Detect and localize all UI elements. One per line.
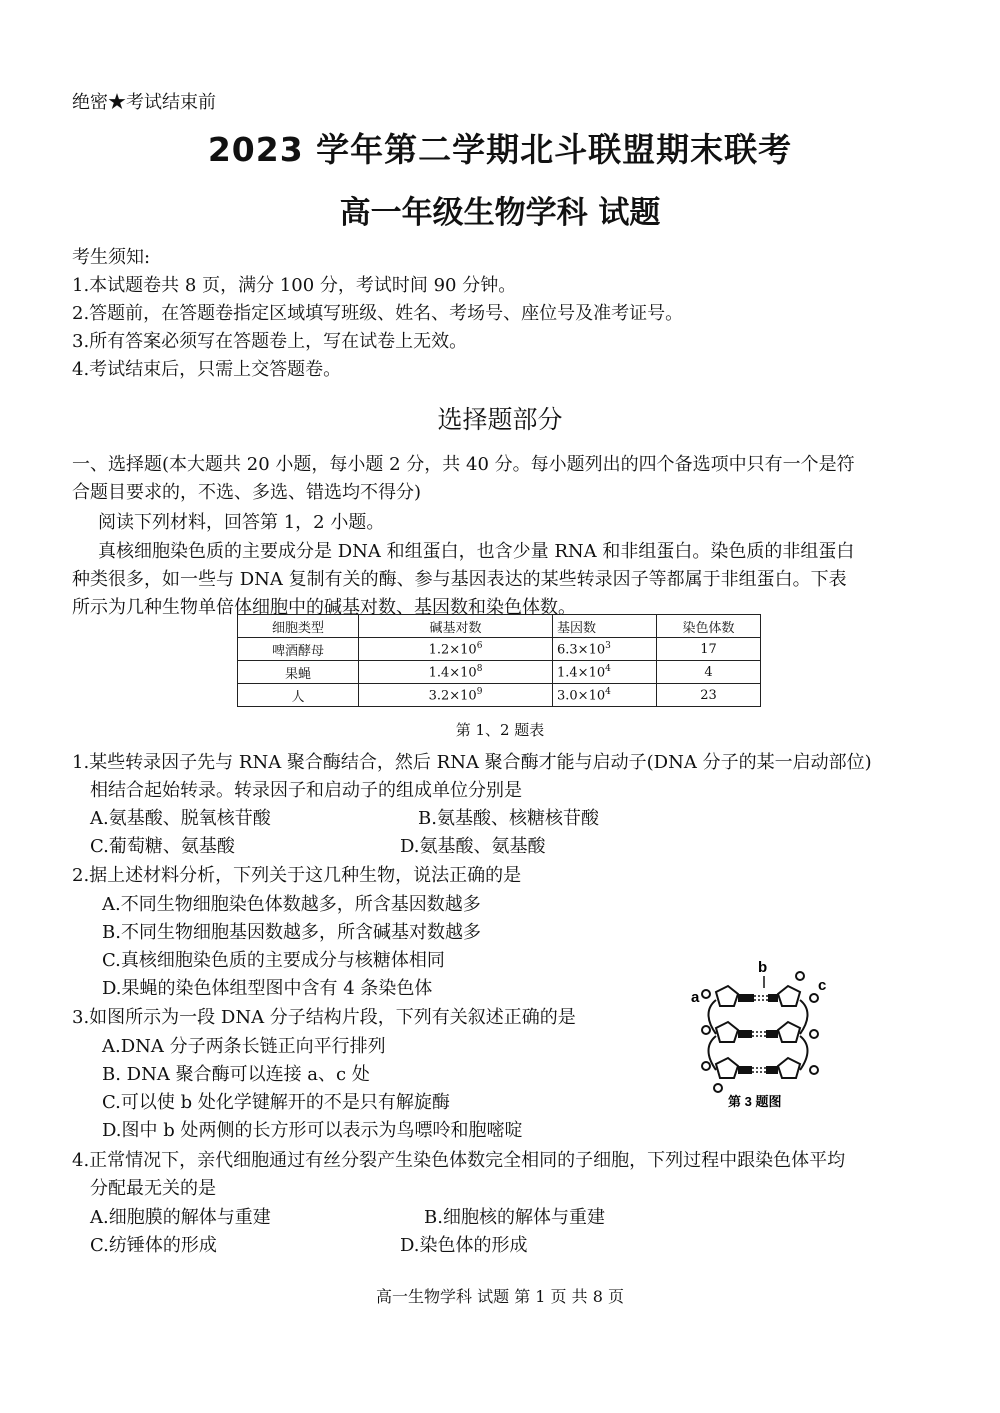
q4-option-a: A.细胞膜的解体与重建 xyxy=(90,1207,271,1228)
value-base: 3.2×10 xyxy=(428,688,477,704)
reading-instruction: 阅读下列材料，回答第 1，2 小题。 xyxy=(98,512,385,533)
q3-option-b: B. DNA 聚合酶可以连接 a、c 处 xyxy=(102,1064,370,1085)
backbone-bond xyxy=(800,1000,808,1034)
notice-item-1: 1.本试题卷共 8 页，满分 100 分，考试时间 90 分钟。 xyxy=(72,275,517,296)
q2-option-b: B.不同生物细胞基因数越多，所含碱基对数越多 xyxy=(102,922,481,943)
section-title: 选择题部分 xyxy=(437,405,563,434)
value-exponent: 9 xyxy=(476,686,483,697)
deoxyribose-pentagon xyxy=(716,1058,738,1078)
value-exponent: 6 xyxy=(476,640,483,651)
right-strand xyxy=(778,972,818,1078)
exam-subtitle: 高一年级生物学科 试题 xyxy=(339,195,661,231)
table-cell xyxy=(359,638,553,661)
base-rect xyxy=(738,1030,752,1038)
exam-title: 2023 学年第二学期北斗联盟期末联考 xyxy=(207,130,793,169)
value-base: 3.0×10 xyxy=(557,688,606,704)
phosphate-circle xyxy=(796,972,804,980)
q2-option-a: A.不同生物细胞染色体数越多，所含基因数越多 xyxy=(102,894,481,915)
q1-option-b: B.氨基酸、核糖核苷酸 xyxy=(418,808,599,829)
table-cell: 23 xyxy=(657,684,761,707)
phosphate-circle xyxy=(702,1026,710,1034)
base-rect xyxy=(768,994,778,1002)
q1-stem-line1: 1.某些转录因子先与 RNA 聚合酶结合，然后 RNA 聚合酶才能与启动子(DNA 分子的某一启动部位) xyxy=(72,752,872,773)
table-header: 染色体数 xyxy=(657,615,761,638)
base-rect xyxy=(766,1066,778,1074)
base-pairs xyxy=(738,994,778,1074)
value-base: 1.2×10 xyxy=(428,642,477,658)
q4-option-d: D.染色体的形成 xyxy=(400,1235,528,1256)
q4-option-c: C.纺锤体的形成 xyxy=(90,1235,217,1256)
table-cell xyxy=(359,661,553,684)
table-row xyxy=(238,638,761,661)
passage-line3: 所示为几种生物单倍体细胞中的碱基对数、基因数和染色体数。 xyxy=(72,597,576,618)
table-cell: 17 xyxy=(657,638,761,661)
table-header-row xyxy=(238,615,761,638)
hydrogen-bonds xyxy=(752,996,768,1072)
q3-option-d: D.图中 b 处两侧的长方形可以表示为鸟嘌呤和胞嘧啶 xyxy=(102,1120,523,1141)
base-rect xyxy=(766,1030,778,1038)
table-cell: 啤酒酵母 xyxy=(238,638,359,661)
q2-stem: 2.据上述材料分析，下列关于这几种生物，说法正确的是 xyxy=(72,865,522,886)
q2-option-d: D.果蝇的染色体组型图中含有 4 条染色体 xyxy=(102,978,433,999)
deoxyribose-pentagon xyxy=(778,1058,800,1078)
q3-option-c: C.可以使 b 处化学键解开的不是只有解旋酶 xyxy=(102,1092,450,1113)
table-cell xyxy=(553,661,657,684)
part1-intro-line1: 一、选择题(本大题共 20 小题，每小题 2 分，共 40 分。每小题列出的四个备选项中只有一个是符 xyxy=(72,454,855,475)
phosphate-circle xyxy=(810,1030,818,1038)
figure-caption: 第 3 题图 xyxy=(728,1094,782,1109)
passage-line1: 真核细胞染色质的主要成分是 DNA 和组蛋白，也含少量 RNA 和非组蛋白。染色质的非组蛋白 xyxy=(98,541,855,562)
data-table xyxy=(237,614,761,707)
left-strand xyxy=(702,986,738,1092)
q2-option-c: C.真核细胞染色质的主要成分与核糖体相同 xyxy=(102,950,445,971)
confidential-mark: 绝密★考试结束前 xyxy=(72,92,216,113)
phosphate-circle xyxy=(702,1062,710,1070)
table-cell xyxy=(553,684,657,707)
table-row xyxy=(238,684,761,707)
table-row xyxy=(238,661,761,684)
backbone-bond xyxy=(800,1036,808,1070)
table-cell xyxy=(359,684,553,707)
q1-option-d: D.氨基酸、氨基酸 xyxy=(400,836,546,857)
passage-line2: 种类很多，如一些与 DNA 复制有关的酶、参与基因表达的某些转录因子等都属于非组蛋白。下表 xyxy=(72,569,847,590)
q1-stem-line2: 相结合起始转录。转录因子和启动子的组成单位分别是 xyxy=(90,780,522,801)
table-header: 碱基对数 xyxy=(359,615,553,638)
figure-label-a: a xyxy=(691,989,700,1006)
q1-option-c: C.葡萄糖、氨基酸 xyxy=(90,836,235,857)
table-caption: 第 1、2 题表 xyxy=(455,721,545,739)
figure-label-c: c xyxy=(818,977,827,994)
table-cell: 4 xyxy=(657,661,761,684)
value-exponent: 4 xyxy=(605,686,611,697)
value-exponent: 4 xyxy=(605,663,611,674)
table-cell: 果蝇 xyxy=(238,661,359,684)
table-header: 基因数 xyxy=(553,615,657,638)
notice-heading: 考生须知: xyxy=(72,247,151,268)
phosphate-circle xyxy=(810,994,818,1002)
notice-item-4: 4.考试结束后，只需上交答题卷。 xyxy=(72,359,342,380)
deoxyribose-pentagon xyxy=(778,986,800,1006)
q4-stem-line1: 4.正常情况下，亲代细胞通过有丝分裂产生染色体数完全相同的子细胞，下列过程中跟染色体平均 xyxy=(72,1150,846,1171)
base-rect xyxy=(738,994,754,1002)
deoxyribose-pentagon xyxy=(778,1022,800,1042)
part1-intro-line2: 合题目要求的，不选、多选、错选均不得分) xyxy=(72,482,422,503)
value-base: 6.3×10 xyxy=(557,642,606,658)
q3-stem: 3.如图所示为一段 DNA 分子结构片段，下列有关叙述正确的是 xyxy=(72,1007,576,1028)
value-exponent: 3 xyxy=(605,640,611,651)
value-base: 1.4×10 xyxy=(428,665,477,681)
table-cell xyxy=(553,638,657,661)
q3-option-a: A.DNA 分子两条长链正向平行排列 xyxy=(102,1036,386,1057)
deoxyribose-pentagon xyxy=(716,986,738,1006)
page-footer: 高一生物学科 试题 第 1 页 共 8 页 xyxy=(376,1287,624,1306)
table-cell: 人 xyxy=(238,684,359,707)
table-header: 细胞类型 xyxy=(238,615,359,638)
deoxyribose-pentagon xyxy=(716,1022,738,1042)
q1-option-a: A.氨基酸、脱氧核苷酸 xyxy=(90,808,271,829)
notice-item-3: 3.所有答案必须写在答题卷上，写在试卷上无效。 xyxy=(72,331,468,352)
phosphate-circle xyxy=(714,1084,722,1092)
phosphate-circle xyxy=(702,990,710,998)
figure-label-b: b xyxy=(758,959,768,976)
notice-item-2: 2.答题前，在答题卷指定区域填写班级、姓名、考场号、座位号及准考证号。 xyxy=(72,303,684,324)
q4-option-b: B.细胞核的解体与重建 xyxy=(424,1207,605,1228)
value-exponent: 8 xyxy=(476,663,483,674)
base-rect xyxy=(738,1066,752,1074)
dna-structure-figure xyxy=(688,956,838,1116)
q4-stem-line2: 分配最无关的是 xyxy=(90,1178,216,1199)
value-base: 1.4×10 xyxy=(557,665,606,681)
phosphate-circle xyxy=(810,1066,818,1074)
